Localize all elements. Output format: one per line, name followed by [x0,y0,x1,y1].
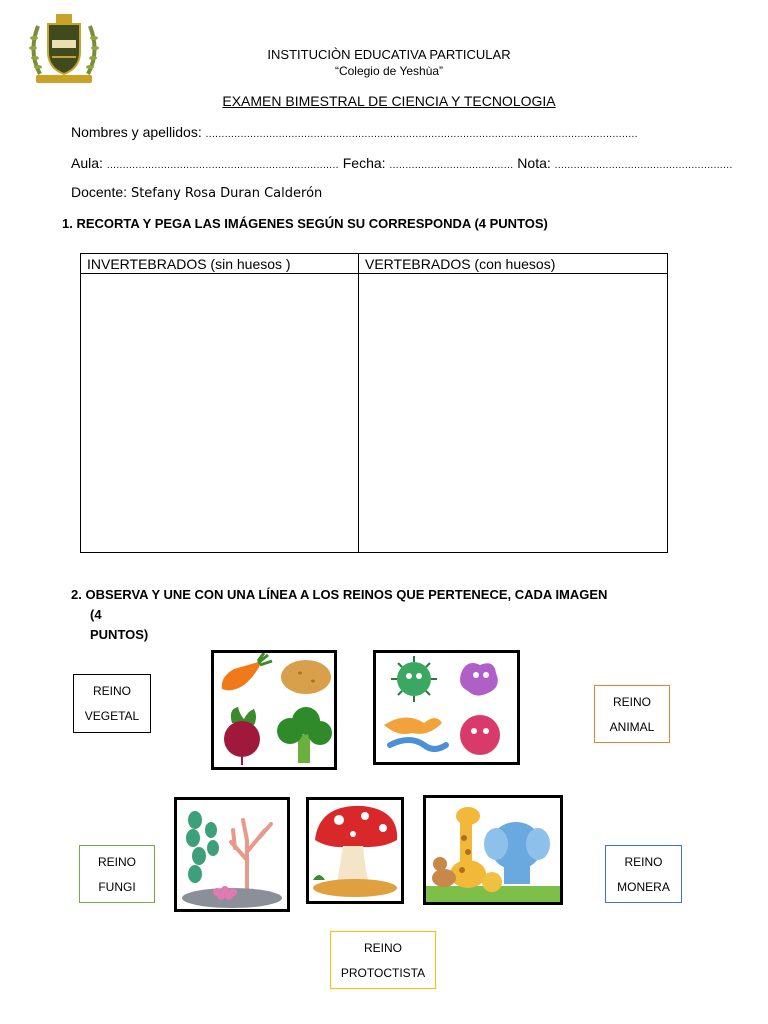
question-2-line-3: PUNTOS) [90,627,149,642]
vertebrates-header: VERTEBRADOS (con huesos) [359,254,668,274]
microbes-picture[interactable] [373,650,520,765]
broccoli-icon [277,707,332,763]
kingdom-monera-box[interactable] [605,845,682,903]
question-1: 1. RECORTA Y PEGA LAS IMÁGENES SEGÚN SU CORRESPONDA (4 PUNTOS) [62,216,548,231]
kingdom-fungi-line1: REINO [97,854,136,869]
school-title: INSTITUCIÒN EDUCATIVA PARTICULAR [267,47,511,62]
seaweed-coral-picture[interactable] [174,797,290,912]
seaweed-icon [186,811,219,883]
green-virus-icon [391,656,437,702]
kingdom-fungi-line2: FUNGI [98,879,136,894]
kingdom-protoctista-line1: REINO [363,940,402,955]
classroom-colon: : [99,155,103,171]
pink-germ-icon [460,715,500,755]
invertebrates-drop-area[interactable] [81,274,359,553]
names-blank: ........................................................................................................................................ [205,129,638,140]
classroom-label: Aula [71,155,100,171]
beet-icon [224,707,260,765]
lion-cub-icon [482,872,502,892]
kingdom-protoctista-line2: PROTOCTISTA [340,965,426,980]
grade-label: Nota [517,155,547,171]
date-colon: : [381,155,386,171]
kingdom-vegetal-box[interactable] [73,674,151,733]
orange-bacteria-icon [384,717,446,749]
vegetables-picture[interactable] [211,650,337,770]
exam-title: EXAMEN BIMESTRAL DE CIENCIA Y TECNOLOGIA [222,93,556,109]
date-label: Fecha [342,155,382,171]
carrot-icon [222,653,272,690]
question-2 [71,585,607,645]
date-blank: ....................................... [389,160,514,171]
mushroom-illustration [309,800,401,901]
potato-icon [281,660,331,694]
coral-icon [231,820,271,894]
mushroom-icon [315,806,397,884]
kingdom-vegetal-line2: VEGETAL [84,709,140,724]
teacher-name: Stefany Rosa Duran Calderón [130,186,323,201]
microbes-illustration [376,653,517,762]
vertebrates-drop-area[interactable] [359,274,668,553]
school-name: “Colegio de Yeshùa” [334,64,444,78]
mushroom-picture[interactable] [306,797,404,904]
purple-microbe-icon [460,663,498,696]
kingdom-animal-line2: ANIMAL [609,719,655,734]
grade-colon: : [546,155,551,171]
kingdom-monera-line2: MONERA [617,879,670,894]
kingdom-protoctista-box[interactable] [330,931,436,989]
animals-illustration [426,798,560,902]
kingdom-monera-line1: REINO [624,854,663,869]
classroom-blank: ......................................................................... [106,160,339,171]
vegetables-illustration [214,653,334,767]
class-date-grade-line [71,155,733,171]
invertebrates-header: INVERTEBRADOS (sin huesos ) [81,254,359,274]
deer-icon [432,857,456,887]
names-colon: : [197,124,202,140]
seaweed-coral-illustration [177,800,287,909]
teacher-line [71,184,322,201]
teacher-label: Docente: [71,184,128,200]
kingdom-fungi-box[interactable] [79,845,155,903]
sorting-table [80,253,668,553]
animals-picture[interactable] [423,795,563,905]
question-2-line-2: (4 [90,607,102,622]
kingdom-animal-box[interactable] [594,685,670,743]
kingdom-vegetal-line1: REINO [92,683,131,698]
grade-blank: ........................................................ [554,160,733,171]
kingdom-animal-line1: REINO [612,694,651,709]
question-2-line-1: 2. OBSERVA Y UNE CON UNA LÍNEA A LOS REINOS QUE PERTENECE, CADA IMAGEN [71,587,608,602]
names-label: Nombres y apellidos [71,124,198,140]
names-line [71,124,638,140]
